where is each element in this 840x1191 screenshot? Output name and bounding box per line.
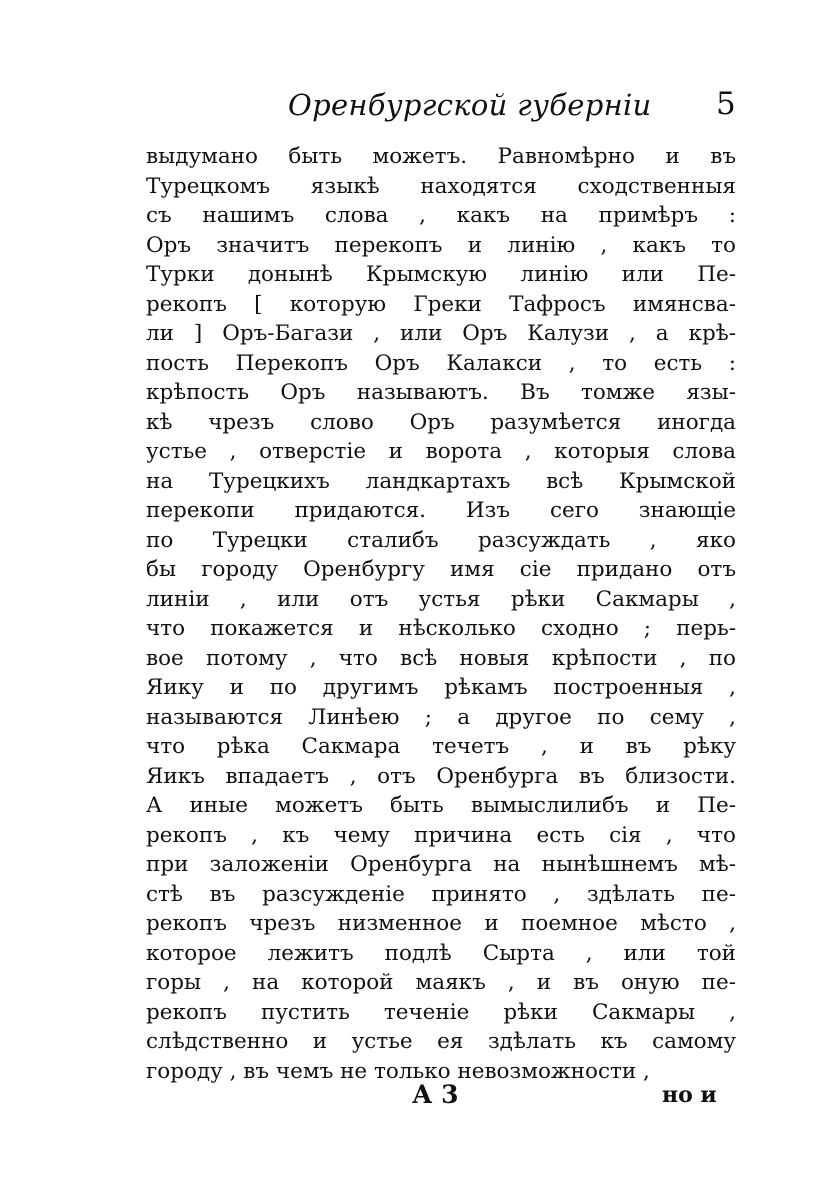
text-line: крѣпость Оръ называютъ. Въ томже язы-	[146, 380, 736, 405]
text-line: кѣ чрезъ слово Оръ разумѣется иногда	[146, 409, 736, 435]
text-line: ли ] Оръ-Багази , или Оръ Калузи , а крѣ-	[146, 321, 736, 346]
text-line: рекопъ чрезъ низменное и поемное мѣсто ,	[146, 911, 736, 936]
text-line: Турки донынѣ Крымскую линію или Пе-	[146, 262, 736, 287]
text-line: городу , въ чемъ не только невозможности ,	[146, 1058, 650, 1084]
text-line: которое лежитъ подлѣ Сырта , или той	[146, 940, 736, 966]
text-line: линіи , или отъ устья рѣки Сакмары ,	[146, 586, 736, 612]
text-line: перекопи придаются. Изъ сего знающіе	[146, 498, 736, 523]
text-line: А иные можетъ быть вымыслилибъ и Пе-	[146, 793, 736, 818]
text-line: стѣ въ разсужденіе принято , здѣлать пе-	[146, 881, 736, 907]
text-line: пость Перекопъ Оръ Калакси , то есть :	[146, 350, 736, 376]
text-line: слѣдственно и устье ея здѣлать къ самому	[146, 1029, 736, 1054]
page-number: 5	[716, 86, 736, 122]
text-line: рекопъ пустить теченіе рѣки Сакмары ,	[146, 999, 736, 1025]
text-line: горы , на которой маякъ , и въ оную пе-	[146, 970, 736, 995]
body-text	[146, 142, 736, 1086]
text-line: Яику и по другимъ рѣкамъ построенныя ,	[146, 675, 736, 700]
text-line: бы городу Оренбургу имя сіе придано отъ	[146, 557, 736, 582]
text-line: Оръ значитъ перекопъ и линію , какъ то	[146, 232, 736, 258]
running-title: Оренбургской губерніи	[288, 88, 652, 122]
text-line: выдумано быть можетъ. Равномѣрно и въ	[146, 144, 736, 169]
text-line: называются Линѣею ; а другое по сему ,	[146, 704, 736, 730]
text-line: по Турецки сталибъ разсуждать , яко	[146, 527, 736, 553]
page-footer	[0, 1080, 840, 1120]
text-line: рекопъ , къ чему причина есть сія , что	[146, 822, 736, 848]
signature-mark: А 3	[412, 1080, 459, 1109]
text-line: Яикъ впадаетъ , отъ Оренбурга въ близости.	[146, 763, 736, 789]
catchword: но и	[662, 1082, 717, 1108]
text-line: при заложеніи Оренбурга на нынѣшнемъ мѣ-	[146, 852, 736, 877]
text-line: съ нашимъ слова , какъ на примѣръ :	[146, 203, 736, 228]
text-line: Турецкомъ языкѣ находятся сходственныя	[146, 173, 736, 199]
text-line: на Турецкихъ ландкартахъ всѣ Крымской	[146, 468, 736, 494]
text-line: вое потому , что всѣ новыя крѣпости , по	[146, 645, 736, 671]
text-line: устье , отверстіе и ворота , которыя слова	[146, 439, 736, 464]
text-line: что рѣка Сакмара течетъ , и въ рѣку	[146, 734, 736, 759]
text-line: рекопъ [ которую Греки Тафросъ имянсва-	[146, 291, 736, 317]
page-header	[0, 88, 840, 128]
text-line: что покажется и нѣсколько сходно ; перь-	[146, 616, 736, 641]
